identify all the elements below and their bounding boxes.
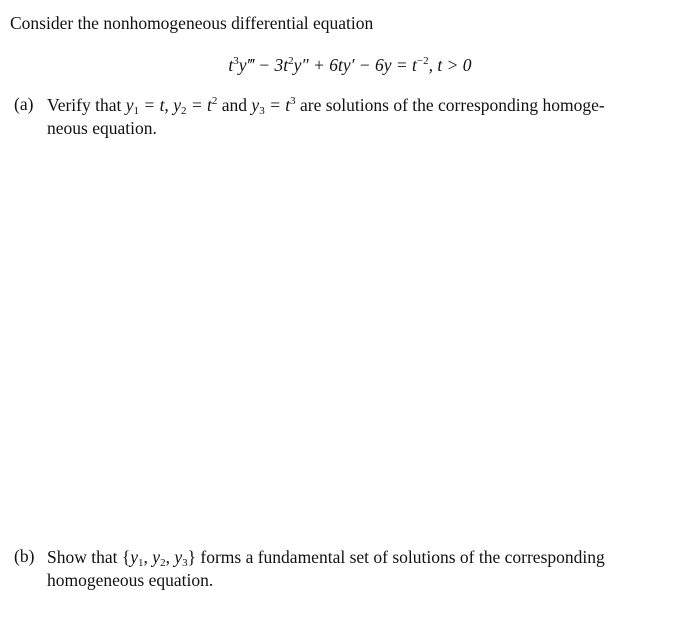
part-b-show-text: Show that { [47,547,131,567]
eq-exp-neg2: −2 [416,55,429,67]
y3-exponent: 3 [290,95,296,107]
y1-symbol: y [125,95,134,115]
y1-subscript: 1 [133,105,140,117]
y3-symbol: y [251,95,260,115]
part-a-line-1 [47,94,690,117]
part-b-label: (b) [14,546,35,566]
eq-condition: , t > 0 [428,55,472,75]
y2-symbol: y [173,95,181,115]
part-a-label: (a) [14,94,34,114]
y3-subscript: 3 [259,105,265,117]
set-y2-symbol: y [152,547,161,567]
y2-value: = t [186,95,212,115]
problem-intro: Consider the nonhomogeneous differential equation [10,13,374,33]
part-b-line-2: homogeneous equation. [47,570,214,590]
eq-exp-3: 3 [233,55,239,67]
set-y1-symbol: y [130,547,139,567]
y2-exponent: 2 [211,95,218,107]
y2-subscript: 2 [180,105,187,117]
eq-exp-2: 2 [288,55,294,67]
part-b-text [47,546,690,592]
part-b [14,546,690,596]
eq-part-2: y‴ − 3t [238,55,289,75]
eq-part-3: y″ + 6ty′ − 6y = t [293,55,417,75]
set-y2-subscript: 2 [160,557,166,569]
part-a [14,94,690,144]
set-y1-subscript: 1 [138,557,144,569]
set-y3-subscript: 3 [182,557,188,569]
and-text: and [217,95,252,115]
set-y3-symbol: y [174,547,183,567]
part-b-line-1: Show that {$y_1$, $y_2$, $y_3$} forms a fundamental set of solutions of the corresponding [47,547,605,569]
part-b-line-1-end: } forms a fundamental set of solutions of the corresponding [187,547,605,567]
part-a-verify-text: Verify that [47,95,126,115]
eq-part-1: t [228,55,234,75]
y3-value: = t [264,95,291,115]
differential-equation [0,55,700,76]
part-a-line-2: neous equation. [47,118,157,138]
part-a-text [47,94,690,140]
part-a-line-1-end: are solutions of the corresponding homoge- [295,95,605,115]
y1-value: = t, [139,95,174,115]
